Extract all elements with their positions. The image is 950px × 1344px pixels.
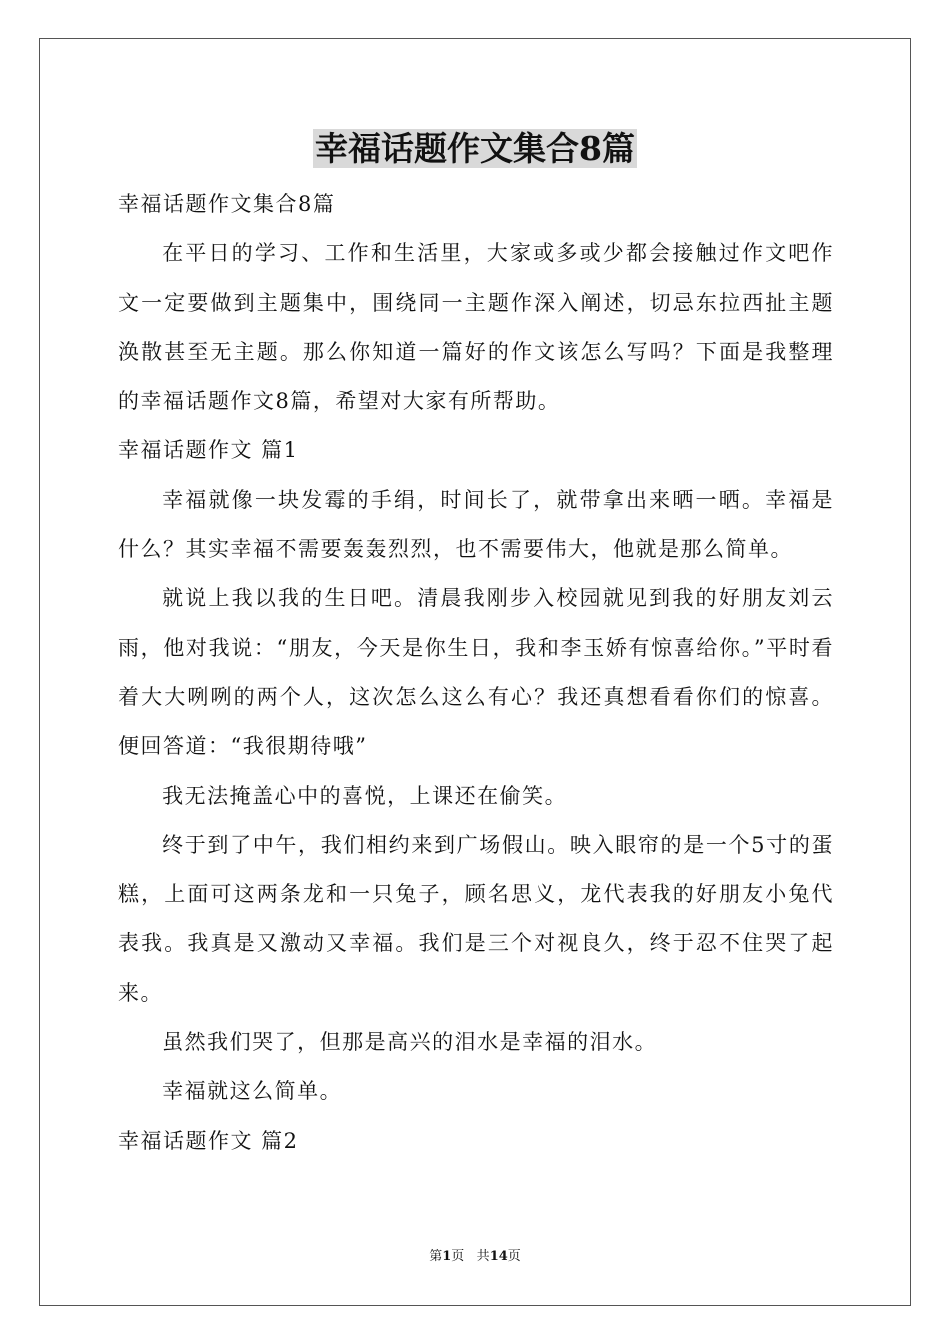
footer-prefix: 第 xyxy=(429,1249,443,1264)
page-footer xyxy=(0,1248,950,1266)
current-page-number: 1 xyxy=(442,1249,452,1264)
paragraph: 我无法掩盖心中的喜悦，上课还在偷笑。 xyxy=(162,783,568,808)
total-pages: 14 xyxy=(489,1249,508,1264)
paragraph: 终于到了中午，我们相约来到广场假山。映入眼帘的是一个5寸的蛋糕，上面可这两条龙和一只兔子，顾名思义，龙代表我的好朋友小兔代表我。我真是又激动又幸福。我们是三个对视良久，终于忍不住哭了起来。 xyxy=(118,832,834,1005)
paragraph: 就说上我以我的生日吧。清晨我刚步入校园就见到我的好朋友刘云雨，他对我说：“朋友，今天是你生日，我和李玉娇有惊喜给你。”平时看着大大咧咧的两个人，这次怎么这么有心？我还真想看看你们的惊喜。便回答道：“我很期待哦” xyxy=(118,586,834,759)
paragraph: 在平日的学习、工作和生活里，大家或多或少都会接触过作文吧作文一定要做到主题集中，围绕同一主题作深入阐述，切忌东拉西扯主题涣散甚至无主题。那么你知道一篇好的作文该怎么写吗？下面是我整理的幸福话题作文8篇，希望对大家有所帮助。 xyxy=(118,241,834,414)
footer-page-suffix: 页 xyxy=(451,1249,465,1264)
paragraph: 幸福话题作文 篇2 xyxy=(118,1128,299,1153)
paragraph: 虽然我们哭了，但那是高兴的泪水是幸福的泪水。 xyxy=(162,1030,658,1055)
document-title-text: 幸福话题作文集合8篇 xyxy=(315,129,635,168)
document-title xyxy=(0,128,950,170)
footer-total-prefix: 共 xyxy=(476,1249,490,1264)
paragraph: 幸福就这么简单。 xyxy=(162,1079,343,1104)
paragraph: 幸福就像一块发霉的手绢，时间长了，就带拿出来晒一晒。幸福是什么？其实幸福不需要轰轰烈烈，也不需要伟大，他就是那么简单。 xyxy=(118,487,834,562)
document-body xyxy=(118,180,834,1166)
footer-total-suffix: 页 xyxy=(507,1249,521,1264)
paragraph: 幸福话题作文 篇1 xyxy=(118,438,299,463)
paragraph: 幸福话题作文集合8篇 xyxy=(118,192,336,216)
